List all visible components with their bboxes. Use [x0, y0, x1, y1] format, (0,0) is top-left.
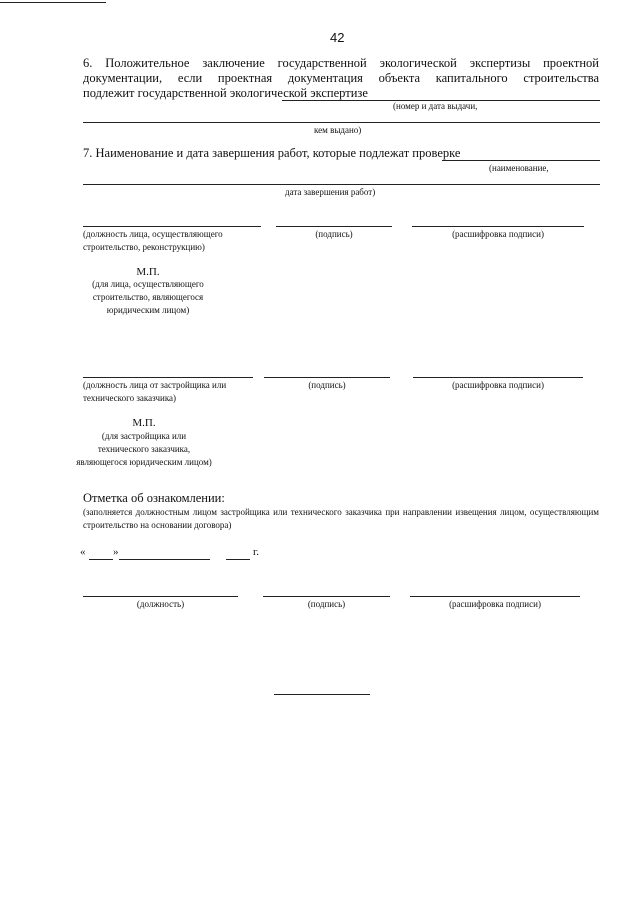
section6-caption-a: (номер и дата выдачи, — [393, 101, 478, 111]
ack-signature-line — [263, 596, 390, 597]
sign1-decoding-line — [412, 226, 584, 227]
acquaintance-note: (заполняется должностным лицом застройщика или технического заказчика при направлении извещения лицом, осуществляющим строительство на основании договора) — [83, 507, 599, 530]
ack-decoding-line — [410, 596, 580, 597]
sign1-stamp-title: М.П. — [136, 266, 160, 278]
ack-decoding-caption: (расшифровка подписи) — [449, 599, 541, 609]
ack-signature-caption: (подпись) — [307, 599, 346, 609]
sign1-position-caption: (должность лица, осуществляющего строительство, реконструкцию) — [83, 229, 223, 252]
sign2-stamp-note: (для застройщика или технического заказчика, являющегося юридическим лицом) — [76, 431, 212, 467]
sign1-stamp-note: (для лица, осуществляющего строительство, являющегося юридическим лицом) — [92, 279, 204, 315]
section7-caption-a: (наименование, — [489, 163, 549, 173]
top-border-line — [0, 2, 106, 3]
date-year-suffix: г. — [253, 546, 260, 558]
section6-fill-line-2 — [83, 122, 600, 123]
date-close-quote: » — [113, 546, 119, 558]
sign1-decoding-caption: (расшифровка подписи) — [452, 229, 544, 239]
sign2-signature-caption: (подпись) — [308, 380, 346, 390]
date-month-line — [119, 559, 210, 560]
ack-position-caption: (должность) — [136, 599, 185, 609]
acquaintance-heading: Отметка об ознакомлении: — [83, 491, 225, 505]
section6-caption-b: кем выдано) — [314, 125, 362, 135]
section7-fill-line-1 — [442, 160, 600, 161]
sign2-signature-line — [264, 377, 390, 378]
sign1-signature-line — [276, 226, 392, 227]
sign1-signature-caption: (подпись) — [315, 229, 353, 239]
closing-separator-line — [274, 694, 370, 695]
sign2-decoding-caption: (расшифровка подписи) — [452, 380, 544, 390]
sign2-stamp-title: М.П. — [132, 417, 156, 429]
date-day-line — [89, 559, 113, 560]
section7-line1: 7. Наименование и дата завершения работ, которые подлежат проверке — [83, 146, 461, 160]
date-open-quote: « — [80, 546, 86, 558]
sign2-position-caption: (должность лица от застройщика или технического заказчика) — [83, 380, 227, 403]
section7-fill-line-2 — [83, 184, 600, 185]
sign2-decoding-line — [413, 377, 583, 378]
sign1-position-line — [83, 226, 261, 227]
date-year-line — [226, 559, 250, 560]
ack-position-line — [83, 596, 238, 597]
section6-line1: 6. Положительное заключение государственной экологической экспертизы проектной — [83, 56, 599, 70]
section6-line3: подлежит государственной экологической экспертизе — [83, 86, 368, 100]
section6-line2: документации, если проектная документация объекта капитального строительства — [83, 71, 599, 85]
page-number: 42 — [330, 30, 345, 45]
section7-caption-b: дата завершения работ) — [285, 187, 376, 197]
sign2-position-line — [83, 377, 253, 378]
